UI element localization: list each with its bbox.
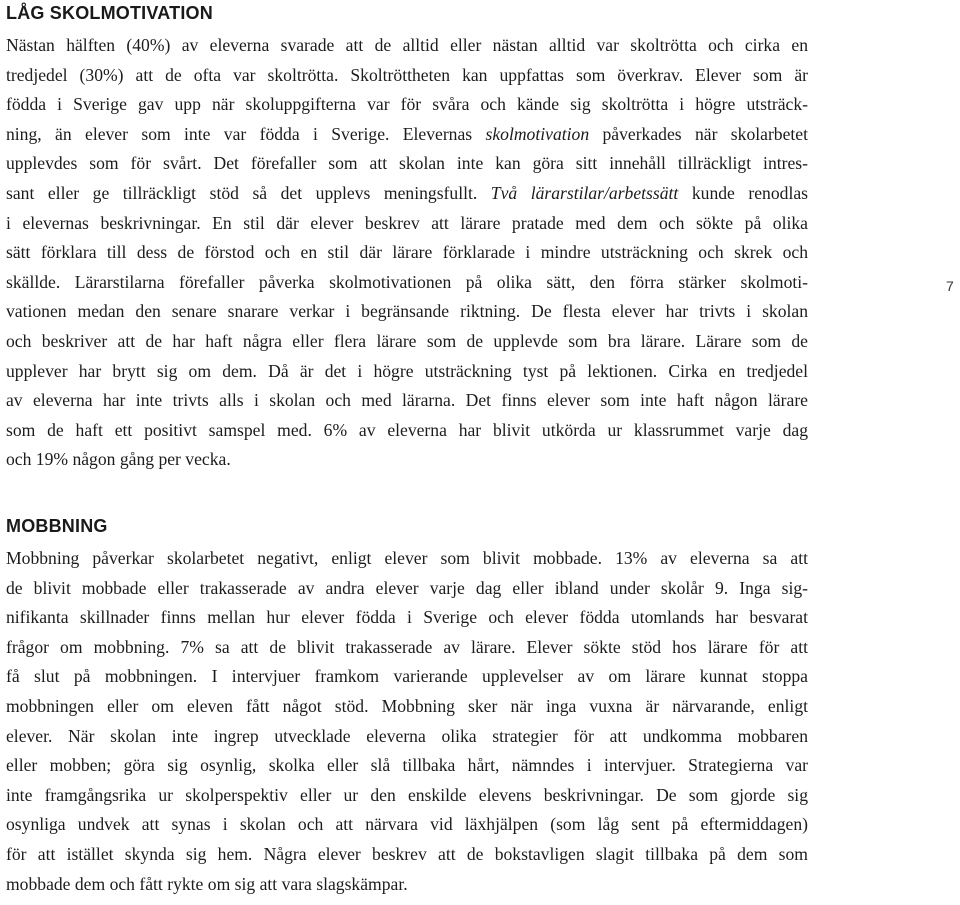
- section-heading-skolmotivation: LÅG SKOLMOTIVATION: [6, 3, 213, 23]
- text-run: ning, än elever som inte var födda i Sverige. Elevernas: [6, 123, 486, 144]
- paragraph-mobbning: [6, 544, 808, 899]
- text-line: [6, 120, 808, 150]
- italic-term: skolmotivation: [485, 123, 590, 144]
- text-line: och beskriver att de har haft några eller flera lärare som de upplevde som bra lärare. Lärare som de: [6, 330, 808, 351]
- text-line: nifikanta skillnader finns mellan hur elever födda i Sverige och elever födda utomlands har besvarat: [6, 607, 808, 628]
- text-line: mobbningen eller om eleven fått något stöd. Mobbning sker när inga vuxna är närvarande, enligt: [6, 695, 808, 716]
- page-number: 7: [946, 278, 954, 294]
- text-line: sätt förklara till dess de förstod och en stil där lärare förklarade i mindre utsträckning och skrek och: [6, 242, 808, 263]
- text-line: av eleverna har inte trivts alls i skolan och med lärarna. Det finns elever som inte haft någon lärare: [6, 390, 808, 411]
- text-line: i elevernas beskrivningar. En stil där elever beskrev att lärare pratade med dem och sökte på olika: [6, 212, 808, 233]
- text-line: tredjedel (30%) att de ofta var skoltrötta. Skoltröttheten kan uppfattas som överkrav. Elever som är: [6, 64, 808, 85]
- text-line: osynliga undvek att synas i skolan och att närvara vid läxhjälpen (som låg sent på eftermiddagen): [6, 814, 808, 835]
- text-line: eller mobben; göra sig osynlig, skolka eller slå tillbaka hårt, nämndes i intervjuer. Strategierna var: [6, 755, 808, 776]
- text-line: för att istället skynda sig hem. Några elever beskrev att de bokstavligen slagit tillbaka på dem som: [6, 843, 808, 864]
- text-run: påverkades när skolarbetet: [589, 123, 808, 144]
- text-line: vationen medan den senare snarare verkar i begränsande riktning. De flesta elever har trivts i skolan: [6, 301, 808, 322]
- section-heading-mobbning: MOBBNING: [6, 516, 108, 536]
- text-line: Mobbning påverkar skolarbetet negativt, enligt elever som blivit mobbade. 13% av eleverna sa att: [6, 548, 808, 568]
- text-line: och 19% någon gång per vecka.: [6, 449, 231, 470]
- text-line: upplevdes som för svårt. Det förefaller som att skolan inte kan göra sitt innehåll tillräckligt intres-: [6, 153, 808, 174]
- text-line: inte framgångsrika ur skolperspektiv eller ur den enskilde elevens beskrivningar. De som gjorde sig: [6, 784, 808, 805]
- text-line: elever. När skolan inte ingrep utvecklade eleverna olika strategier för att undkomma mobbaren: [6, 725, 808, 746]
- text-line: födda i Sverige gav upp när skoluppgifterna var för svåra och kände sig skoltrötta i högre utsträck-: [6, 94, 808, 115]
- text-line: som de haft ett positivt samspel med. 6% av eleverna har blivit utkörda ur klassrummet varje dag: [6, 419, 808, 440]
- text-line: Nästan hälften (40%) av eleverna svarade att de alltid eller nästan alltid var skoltrötta och cirka en: [6, 35, 808, 55]
- text-run: sant eller ge tillräckligt stöd så det upplevs meningsfullt.: [6, 182, 491, 203]
- text-run: kunde renodlas: [678, 182, 808, 203]
- text-line: de blivit mobbade eller trakasserade av andra elever varje dag eller ibland under skolår 9. Inga sig-: [6, 577, 808, 598]
- text-line: [6, 179, 808, 209]
- text-line: frågor om mobbning. 7% sa att de blivit trakasserade av lärare. Elever sökte stöd hos lärare för att: [6, 636, 808, 657]
- italic-term: Två lärarstilar/arbetssätt: [490, 182, 679, 203]
- text-line: få slut på mobbningen. I intervjuer framkom varierande upplevelser av om lärare kunnat stoppa: [6, 666, 808, 687]
- text-line: upplever har brytt sig om dem. Då är det i högre utsträckning tyst på lektionen. Cirka en tredjedel: [6, 360, 808, 381]
- paragraph-skolmotivation: [6, 31, 808, 475]
- text-line: skällde. Lärarstilarna förefaller påverka skolmotivationen på olika sätt, den förra stärker skolmoti-: [6, 271, 808, 292]
- text-line: mobbade dem och fått rykte om sig att vara slagskämpar.: [6, 873, 408, 894]
